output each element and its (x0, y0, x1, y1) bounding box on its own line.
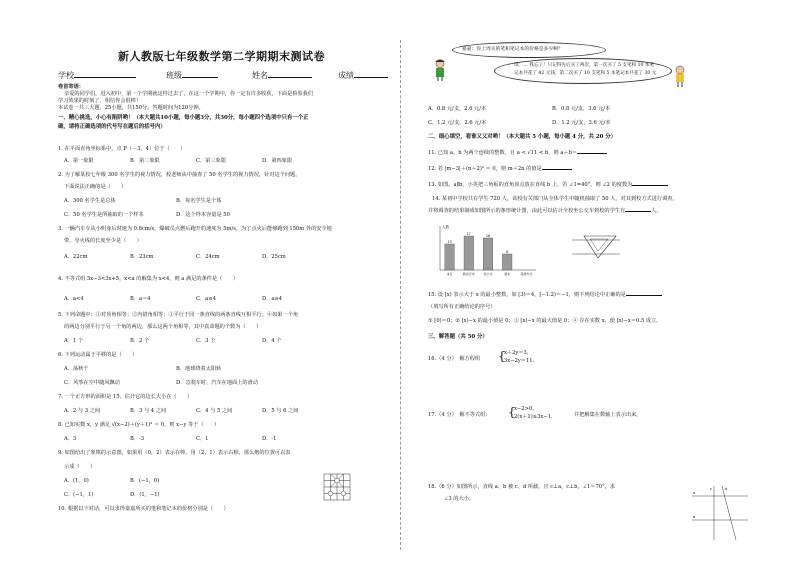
question-15-note: （填写所有正确结论的序号） (428, 304, 496, 310)
question-17: 17.（4 分） 解不等式组： (428, 412, 491, 418)
option: C．1.2 元/支，2.6 元/本 (428, 120, 487, 126)
option: A．1 个 (64, 338, 84, 344)
question-17-tail: 并把解集在数轴上表示出来。 (574, 412, 642, 418)
question-6: 6. 下列运动属于平移的是（ ） (58, 352, 138, 358)
inequality-line: x−2>0， (514, 406, 538, 412)
bar (464, 236, 474, 270)
option: C．a≤4 (196, 296, 216, 302)
category-label: 坐公交 (483, 272, 493, 276)
question-13: 13. 如图，a∥b，小英把三角板的直角顶点放在直线 b 上，若 ∠1=40°，则 ∠2 的度数为 (428, 182, 668, 189)
bar (445, 244, 455, 270)
question-5-cont: 的两边分别平行于另一个角的两边，那么这两个角相等，其中真命题的个数为（ ） (64, 324, 262, 330)
option: C．第三象限 (196, 158, 226, 164)
name-label: 姓名 (252, 70, 312, 81)
question-14-cont: 并将调查的结果制成如图所示的条形统计图，由此可以估计全校坐公交车到校的学生有 人。 (428, 208, 662, 214)
option: B．第二象限 (130, 158, 160, 164)
option: C．风筝在空中随风飘动 (64, 380, 120, 386)
brace-icon: { (508, 405, 516, 419)
brace-icon: { (498, 349, 506, 363)
question-15: 15. 设 [x) 表示大于 x 的最小整数，如 [3)＝4，[−1.2)＝−1，则下列结论中正确的是 (428, 292, 662, 299)
option: B．每名学生是个体 (176, 198, 222, 204)
option: D．第四象限 (262, 158, 293, 164)
question-7: 7. 一个正方形的面积是 15，估计它的边长大小在（ ） (58, 394, 193, 400)
option: A．2 与 3 之间 (64, 408, 101, 414)
svg-text:a: a (693, 491, 696, 495)
option: D．-1 (262, 436, 277, 442)
y-axis-label: 人数 (442, 225, 449, 229)
category-label: 步行 (446, 272, 453, 276)
question-2: 2. 为了解某校七年级 300 名学生的视力情况，校老师从中抽查了 50 名学生的视力情况，针对这个问题， (58, 172, 301, 178)
category-label: 乘车 (504, 272, 511, 276)
question-12: 12. 若 |m−3|＋(n＋2)² ＝ 0，则 m＋2n 的值是 (428, 166, 572, 173)
notice-line: 学习效果的时刻了，相信你会很棒！ (58, 98, 142, 104)
question-3-cont: 带，导火线的长度至少是（ ） (64, 238, 142, 244)
option: D．4 个 (262, 338, 282, 344)
option: B．3 与 4 之间 (130, 408, 167, 414)
question-11: 11. 已知 a、b 为两个连续的整数，且 a < √11 < b，则 a＋b＝ (428, 150, 607, 157)
question-9-cont: 示成（ ） (64, 464, 96, 470)
bar-value-label: 17 (466, 232, 471, 236)
triangle-ruler-diagram (572, 232, 620, 262)
section2-heading: 二、细心填空，看谁又又对哟！（本大题共 5 小题，每小题 4 分，共 20 分） (428, 134, 616, 140)
option: B．0.8 元/支，3.6 元/本 (552, 106, 611, 112)
girl-figure-image (428, 58, 452, 82)
question-15-options: ① [0)＝0；② [x)−x 的最小值是 0；③ [x)−x 的最大值是 0；④ 存在实数 x，使 [x)−x＝0.5 成立。 (428, 318, 662, 324)
question-16: 16.（4 分） 解方程组 (428, 356, 481, 362)
option: C．(−1，1) (64, 492, 94, 498)
column-divider (400, 40, 401, 550)
option: C．50 名学生是所抽取的一个样本 (64, 212, 144, 218)
option: A．3 (64, 436, 77, 442)
exam-title: 新人教版七年级数学第二学期期末测试卷 (118, 50, 325, 63)
option: C．3 个 (196, 338, 216, 344)
option: B．a＝4 (130, 296, 151, 302)
dialog-answer-line: 琪：… 我忘了！只记得先后买了两次，第一次买了 5 支笔和 10 本笔 (514, 63, 655, 68)
option: A．0.8 元/支，2.6 元/本 (428, 106, 487, 112)
option: B．2 个 (130, 338, 150, 344)
notice-heading: 卷首寄语： (58, 84, 84, 90)
option: D．这个样本容量是 50 (176, 212, 230, 218)
option: C．4 与 5 之间 (196, 408, 233, 414)
option: A．300 名学生是总体 (64, 198, 116, 204)
transport-bar-chart (430, 222, 540, 278)
option: B．23cm (130, 254, 154, 260)
question-5: 5. 下列命题中：①对顶角相等；②内错角相等；③平行于同一条直线的两条直线互相平行；④如果一个角 (58, 312, 299, 318)
bar-value-label: 16 (485, 234, 491, 238)
question-2-cont: 下面说法正确的是（ ） (64, 184, 127, 190)
option: B．-3 (130, 436, 145, 442)
question-1: 1. 在平面直角坐标系中，点 P（－3，4）位于（ ） (58, 146, 186, 152)
question-9: 9. 如图给出了象棋的示意图，如果用（0，2）表示在帅，用（2，1）表示右相，那么炮的位置可以表 (58, 450, 291, 456)
svg-text:d: d (725, 487, 728, 491)
option: A．(1，0) (64, 478, 89, 484)
option: A．a<4 (64, 296, 84, 302)
question-18: 18.（6 分）如图所示，直线 a、b 被 c、d 所截，且 c⊥a，c⊥b，∠1＝70°，求 (428, 484, 616, 490)
section3-heading: 三、解答题（共 50 分） (428, 334, 488, 340)
option: D．(1，−1) (130, 492, 160, 498)
option: A．荡秋千 (64, 366, 89, 372)
option: B．地球绕着太阳转 (176, 366, 222, 372)
bar-value-label: 13 (447, 240, 452, 244)
question-8: 8. 已知实数 x，y 满足 √(x−2)＋(y＋1)² ＝ 0，则 x−y 等于（ ） (58, 422, 220, 428)
notice-line: 亲爱的同学们，进入初中，第一个学期就这样过去了，在这一个学期中，你一定有许多收获，下面是检验我们 (64, 91, 314, 97)
class-label: 班级 (166, 70, 218, 81)
score-label: 成绩 (338, 70, 388, 81)
question-18-cont: ∠3 的大小。 (444, 496, 475, 502)
section1-heading-cont: 确，请将正确选项的代号写在题后的括号内） (58, 124, 166, 130)
option: A．第一象限 (64, 158, 94, 164)
option: D．25cm (262, 254, 286, 260)
equation-line: 3x−2y＝11. (504, 358, 535, 364)
svg-text:c: c (710, 487, 712, 491)
option: D．1.2 元/支，3.6 元/本 (552, 120, 611, 126)
category-label: 其他方式 (520, 272, 533, 276)
category-label: 骑自行车 (462, 272, 475, 276)
question-4: 4. 不等式组 5x−3<3x+5，x<a 的解集为 x<4，则 a 满足的条件是（ ） (58, 276, 238, 282)
option: D．急刹车时，汽车在地面上的滑动 (176, 380, 258, 386)
bar (483, 238, 493, 270)
question-3: 3. 一辆汽车车从小明身后时速为 0.8cm/s，爆破员点燃后跑开的速度为 5m/s，为了点火后能够跑到 150m 外的安全地 (58, 226, 332, 232)
parallel-lines-diagram (692, 486, 748, 540)
option: D．a≥4 (262, 296, 283, 302)
option: A．22cm (64, 254, 88, 260)
bar (502, 254, 512, 270)
option: C．24cm (196, 254, 220, 260)
school-label: 学校 (58, 70, 136, 81)
boy-figure-image (670, 64, 690, 88)
dialog-answer-line: 记本共花了 42 元钱，第二次买了 10 支笔和 5 本笔记本共花了 30 元 (514, 71, 657, 76)
equation-line: x＋2y＝3， (504, 350, 533, 356)
question-14: 14. 某初中学校共有学生 720 人，该校有关部门从全体学生中随机抽取了 50 人，对其到校方式进行调查， (432, 196, 678, 202)
option: B．(−1，0) (130, 478, 160, 484)
option: D．5 与 6 之间 (262, 408, 299, 414)
section1-heading: 一、精心挑选，小心有陷阱哟！（本大题共10小题，每小题3分，共30分，每小题四个选项中只有一个正 (58, 115, 309, 121)
svg-text:b: b (693, 515, 696, 519)
chessboard-diagram (322, 472, 352, 502)
option: C．1 (196, 436, 209, 442)
notice-line: 本试卷一共三大题，25小题，共150分，答题时间为120分钟。 (58, 105, 204, 111)
bar-value-label: 8 (506, 250, 509, 254)
question-10: 10. 根据以下对话，可以求得嘉嘉所买的笔和笔记本的价格分别是（ ） (58, 506, 229, 512)
inequality-line: 2(x＋1)≥3x−1. (514, 414, 553, 420)
dialog-question: 嘉嘉：你上周买的笔和笔记本的价格是多少啊？ (462, 47, 563, 52)
